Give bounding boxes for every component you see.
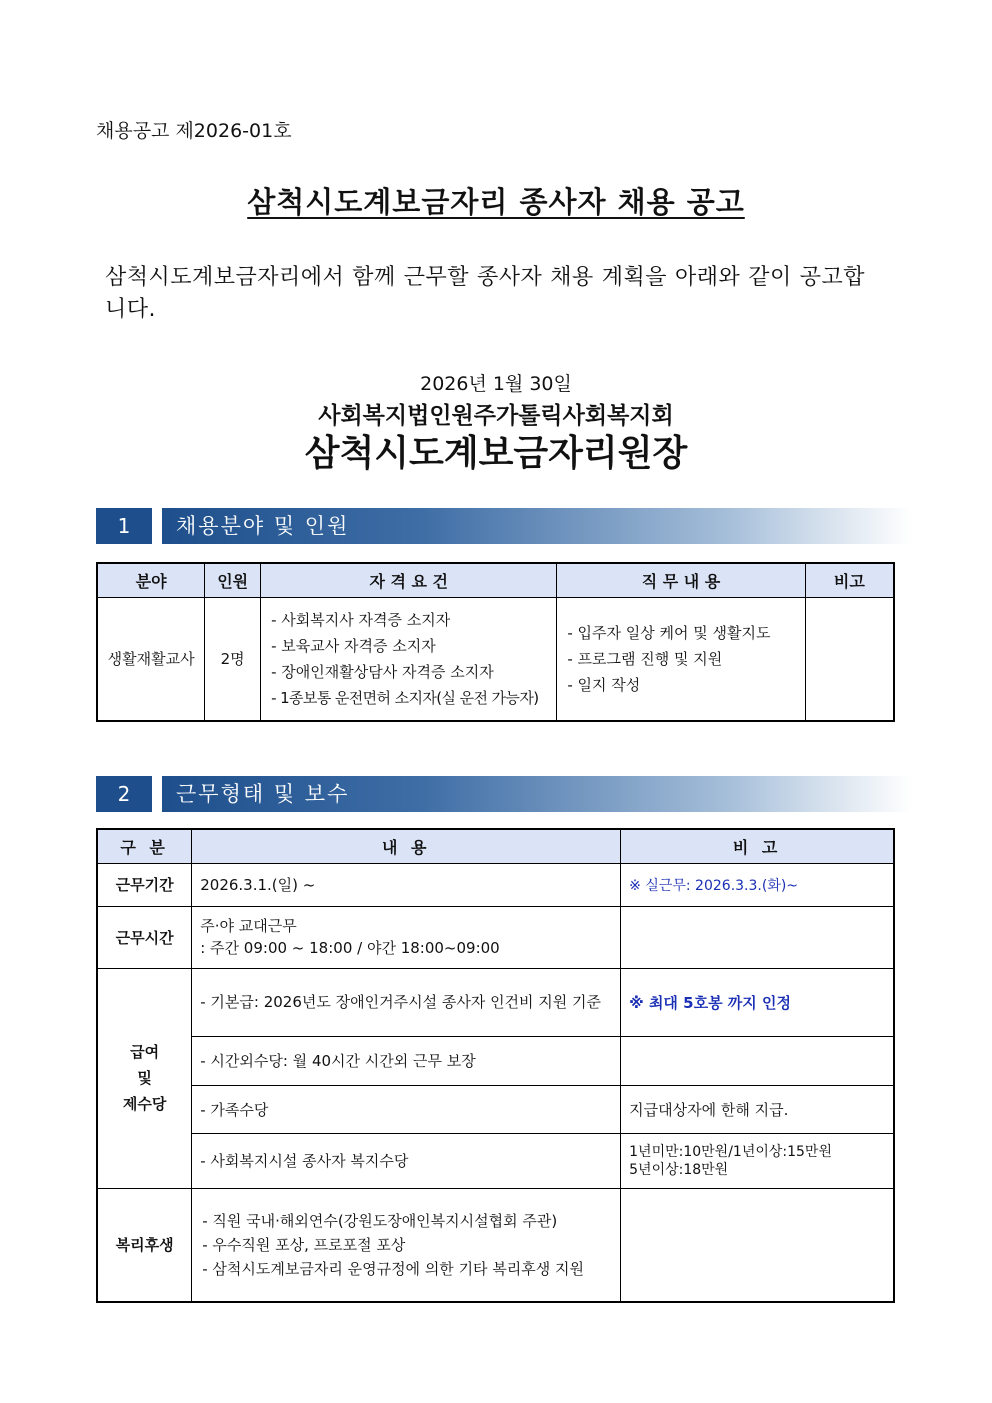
hours-line1: 주·야 교대근무: [200, 917, 297, 935]
pay-overtime-note: [621, 1036, 894, 1085]
pay-welfare-allowance-note: [621, 1133, 894, 1188]
qualification-item: - 보육교사 자격증 소지자: [271, 633, 556, 659]
header-category: 구 분: [97, 829, 192, 863]
duty-item: - 일지 작성: [567, 672, 804, 698]
section2-number: 2: [96, 776, 152, 812]
intro-paragraph: 삼척시도계보금자리에서 함께 근무할 종사자 채용 계획을 아래와 같이 공고합니다.: [105, 265, 865, 322]
header-remark: 비 고: [621, 829, 894, 863]
section1-header: [96, 508, 911, 544]
notice-number: 채용공고 제2026-01호: [96, 120, 292, 142]
pay-overtime-content: - 시간외수당: 월 40시간 시간외 근무 보장: [192, 1036, 621, 1085]
conditions-table: [96, 828, 895, 1303]
duties-cell: [557, 597, 805, 721]
allowance-note-line2: 5년이상:18만원: [629, 1161, 729, 1178]
pay-label-line3: 제수당: [122, 1095, 167, 1113]
field-cell: 생활재활교사: [97, 597, 205, 721]
welfare-content: [192, 1188, 621, 1302]
header-content: 내 용: [192, 829, 621, 863]
pay-label-line2: 및: [137, 1069, 152, 1087]
qualification-item: - 1종보통 운전면허 소지자(실 운전 가능자): [271, 685, 556, 711]
page-title-text: 삼척시도계보금자리 종사자 채용 공고: [247, 185, 745, 219]
hours-note: [621, 906, 894, 968]
section2-header: [96, 776, 911, 812]
pay-basic-note: ※ 최대 5호봉 까지 인정: [621, 968, 894, 1036]
welfare-note: [621, 1188, 894, 1302]
welfare-item: - 우수직원 포상, 프로포절 포상: [202, 1233, 620, 1257]
note-cell: [805, 597, 894, 721]
hours-content: [192, 906, 621, 968]
pay-label-line1: 급여: [130, 1043, 160, 1061]
allowance-note-line1: 1년미만:10만원/1년이상:15만원: [629, 1143, 832, 1160]
welfare-item: - 직원 국내·해외연수(강원도장애인복지시설협회 주관): [202, 1209, 620, 1233]
header-duties: 직 무 내 용: [557, 563, 805, 597]
director-title: 삼척시도계보금자리원장: [304, 433, 688, 474]
header-field: 분야: [97, 563, 205, 597]
period-note: ※ 실근무: 2026.3.3.(화)~: [621, 863, 894, 906]
section1-number: 1: [96, 508, 152, 544]
page-title: [0, 180, 992, 221]
notice-date: 2026년 1월 30일: [420, 373, 572, 395]
section1-title: 채용분야 및 인원: [162, 508, 911, 544]
hours-label: 근무시간: [97, 906, 192, 968]
qualifications-cell: [261, 597, 557, 721]
pay-welfare-allowance-content: - 사회복지시설 종사자 복지수당: [192, 1133, 621, 1188]
welfare-label: 복리후생: [97, 1188, 192, 1302]
duty-item: - 입주자 일상 케어 및 생활지도: [567, 620, 804, 646]
pay-label: [97, 968, 192, 1188]
period-content: 2026.3.1.(일) ~: [192, 863, 621, 906]
hours-line2: : 주간 09:00 ~ 18:00 / 야간 18:00~09:00: [200, 939, 500, 957]
qualification-item: - 사회복지사 자격증 소지자: [271, 607, 556, 633]
corporation-name: 사회복지법인원주가톨릭사회복지회: [318, 403, 674, 429]
pay-basic-content: - 기본급: 2026년도 장애인거주시설 종사자 인건비 지원 기준: [192, 968, 621, 1036]
count-cell: 2명: [205, 597, 261, 721]
pay-family-content: - 가족수당: [192, 1085, 621, 1133]
welfare-item: - 삼척시도계보금자리 운영규정에 의한 기타 복리후생 지원: [202, 1257, 620, 1281]
duty-item: - 프로그램 진행 및 지원: [567, 646, 804, 672]
section2-title: 근무형태 및 보수: [162, 776, 911, 812]
pay-family-note: 지급대상자에 한해 지급.: [621, 1085, 894, 1133]
qualification-item: - 장애인재활상담사 자격증 소지자: [271, 659, 556, 685]
header-note: 비고: [805, 563, 894, 597]
period-label: 근무기간: [97, 863, 192, 906]
header-qualifications: 자 격 요 건: [261, 563, 557, 597]
header-count: 인원: [205, 563, 261, 597]
recruitment-table: [96, 562, 895, 722]
